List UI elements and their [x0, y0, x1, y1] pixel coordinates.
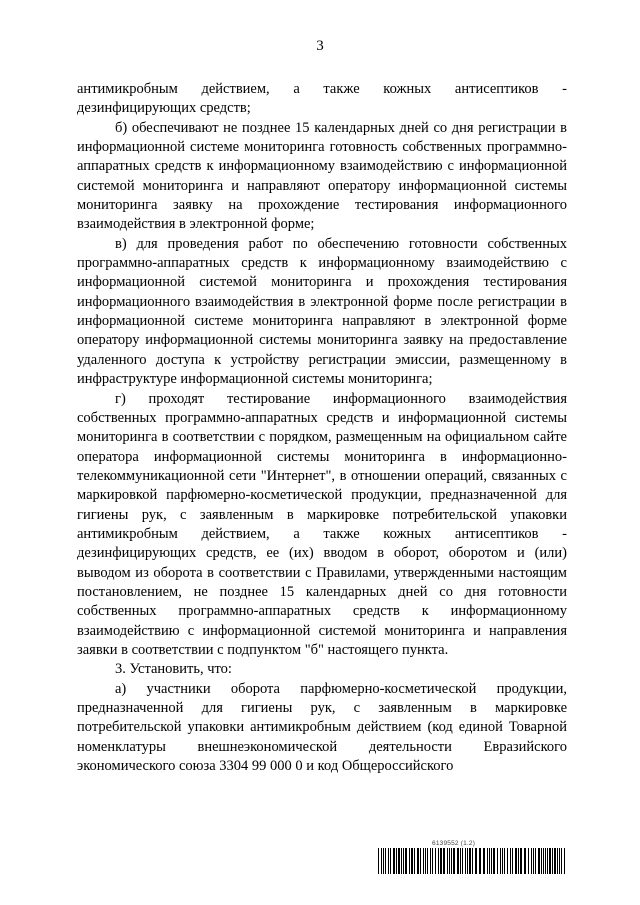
paragraph-continuation: антимикробным действием, а также кожных антисептиков - дезинфицирующих средств;: [77, 81, 567, 117]
barcode-icon: [378, 848, 568, 874]
paragraph-item-b: б) обеспечивают не позднее 15 календарных дней со дня регистрации в информационной системе мониторинга готовность собственных программно-аппаратных средств к информационному взаимодействию с информационной системой мониторинга и направляют оператору информационной системы мониторинга заявку на прохождение тестирования информационного взаимодействия в электронной форме;: [77, 119, 567, 233]
paragraph-item-a: а) участники оборота парфюмерно-косметической продукции, предназначенной для гигиены рук, с заявленным в маркировке потребительской упаковки антимикробным действием (код единой Товарной номенклатуры внешнеэкономической деятельности Евразийского экономического союза 3304 99 000 0 и код Общероссийского: [77, 680, 567, 775]
document-body: [77, 80, 567, 776]
paragraph-point-3: 3. Установить, что:: [115, 661, 232, 678]
document-code: 6139552 (1.2): [432, 840, 476, 847]
paragraph-item-g: г) проходят тестирование информационного взаимодействия собственных программно-аппаратных средств и информационной системы мониторинга в соответствии с порядком, размещенным на официальном сайте оператора информационной системы мониторинга в информационно-телекоммуникационной сети "Интернет", в отношении операций, связанных с маркировкой парфюмерно-косметической продукции, предназначенной для гигиены рук, с заявленным в маркировке потребительской упаковки антимикробным действием, а также кожных антисептиков - дезинфицирующих средств, ее (их) вводом в оборот, оборотом и (или) выводом из оборота в соответствии с Правилами, утвержденными настоящим постановлением, не позднее 15 календарных дней со дня готовности собственных программно-аппаратных средств к информационному взаимодействию с информационной системой мониторинга и направления заявки в соответствии с подпунктом "б" настоящего пункта.: [77, 390, 567, 658]
page-number: 3: [316, 38, 324, 54]
paragraph-item-v: в) для проведения работ по обеспечению готовности собственных программно-аппаратных средств к информационному взаимодействию с информационной системой мониторинга и прохождения тестирования информационного взаимодействия в электронной форме после регистрации в информационной системе мониторинга направляют в электронной форме оператору информационной системы мониторинга заявку на предоставление удаленного доступа к устройству регистрации эмиссии, размещенному в инфраструктуре информационной системы мониторинга;: [77, 235, 567, 388]
